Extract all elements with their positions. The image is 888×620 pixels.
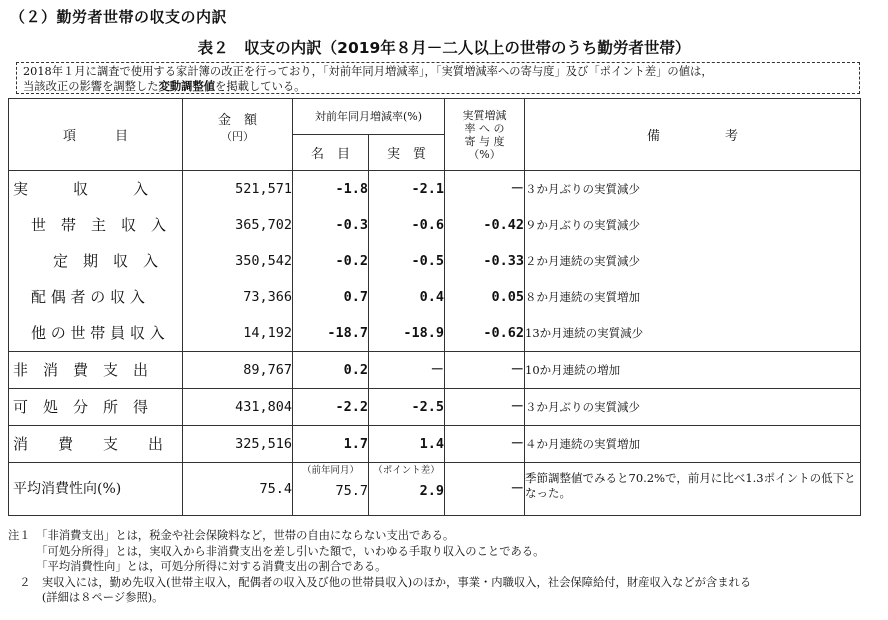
nominal-value: -1.8 [335, 181, 368, 197]
header-amount: 金 額 （円） [183, 99, 293, 171]
contribution-value: － [510, 481, 525, 497]
footnote-line: ２ 実収入には，勤め先収入(世帯主収入，配偶者の収入及び他の世帯員収入)のほか，事業・内職収入，社会保障給付，財産収入などが含まれる [8, 575, 752, 589]
contribution-value: － [510, 436, 525, 452]
nominal-value: -0.2 [335, 253, 368, 269]
point-diff-value: 2.9 [419, 483, 445, 499]
contribution-value: － [510, 362, 525, 378]
contribution-value: － [510, 399, 525, 415]
table-row [9, 352, 861, 389]
income-expenditure-table [8, 98, 861, 516]
table-row [9, 426, 861, 463]
real-value: － [430, 362, 445, 378]
nominal-value: -2.2 [335, 399, 368, 415]
row-label: 他 の 世 帯 員 収 入 [31, 324, 165, 342]
amount-value: 521,571 [235, 181, 292, 197]
remark-text: ３か月ぶりの実質減少 [525, 182, 641, 196]
table-row [9, 389, 861, 426]
row-label: 平均消費性向(%) [13, 481, 122, 497]
remark-text: ２か月連続の実質減少 [525, 254, 641, 268]
real-value: -0.6 [411, 217, 445, 233]
real-value: 1.4 [419, 436, 445, 452]
row-label: 配 偶 者 の 収 入 [31, 288, 145, 306]
contribution-value: － [510, 181, 525, 197]
amount-value: 325,516 [235, 436, 292, 452]
real-value: -0.5 [411, 253, 445, 269]
footnote-line: 注１ 「非消費支出」とは，税金や社会保険料など，世帯の自由にならない支出である。 [8, 529, 455, 542]
row-label: 実 収 入 [13, 180, 149, 198]
remark-text: ３か月ぶりの実質減少 [525, 400, 641, 414]
row-label: 非 消 費 支 出 [13, 361, 149, 379]
real-value: -2.5 [411, 399, 445, 415]
nominal-value: 0.7 [343, 289, 368, 305]
prev-year-value: 75.7 [335, 483, 368, 499]
note-line-2: 当該改正の影響を調整した変動調整値を掲載している。 [23, 79, 306, 93]
remark-text: 10か月連続の増加 [525, 363, 621, 377]
table-row-group-income [9, 171, 861, 352]
nominal-value: -0.3 [335, 217, 368, 233]
adjusted-value-term: 変動調整値 [158, 79, 216, 93]
real-value: -2.1 [411, 181, 445, 197]
contribution-value: -0.62 [483, 325, 525, 341]
contribution-value: -0.33 [483, 253, 525, 269]
footnote-line: 「平均消費性向」とは，可処分所得に対する消費支出の割合である。 [8, 560, 387, 574]
remark-text: 季節調整値でみると70.2%で，前月に比べ1.3ポイントの低下となった。 [525, 471, 856, 500]
note-line-1: 2018年１月に調査で使用する家計簿の改正を行っており，「対前年同月増減率」，「実質増減率への寄与度」及び「ポイント差」の値は， [23, 65, 713, 78]
amount-value: 73,366 [243, 289, 292, 305]
header-yoy: 対前年同月増減率(%) [293, 99, 445, 135]
adjustment-note [16, 62, 860, 94]
header-real: 実 質 [369, 135, 445, 171]
amount-value: 75.4 [259, 481, 292, 497]
real-value: -18.9 [403, 325, 445, 341]
header-contribution: 実質増減 率 へ の 寄 与 度 （%） [445, 99, 525, 171]
row-label: 定 期 収 入 [53, 252, 159, 270]
amount-value: 14,192 [243, 325, 292, 341]
section-title: （２）勤労者世帯の収支の内訳 [10, 8, 228, 26]
real-value: 0.4 [419, 289, 445, 305]
remark-text: ４か月連続の実質増加 [525, 437, 641, 451]
header-remarks: 備 考 [525, 99, 861, 171]
contribution-value: 0.05 [491, 289, 525, 305]
header-item: 項 目 [9, 99, 183, 171]
amount-value: 365,702 [235, 217, 292, 233]
header-nominal: 名 目 [293, 135, 369, 171]
table-title: 表２ 収支の内訳（2019年８月－二人以上の世帯のうち勤労者世帯） [197, 39, 691, 57]
contribution-value: -0.42 [483, 217, 525, 233]
footnote-line: 「可処分所得」とは，実収入から非消費支出を差し引いた額で，いわゆる手取り収入のことである。 [8, 544, 545, 558]
nominal-value: 1.7 [343, 436, 368, 452]
nominal-value: 0.2 [343, 362, 368, 378]
amount-value: 350,542 [235, 253, 292, 269]
table-row-propensity [9, 463, 861, 516]
prev-year-label: （前年同月） [301, 465, 359, 476]
footnotes [8, 528, 878, 606]
amount-value: 89,767 [243, 362, 292, 378]
remark-text: ８か月連続の実質増加 [525, 290, 641, 304]
row-label: 消 費 支 出 [13, 435, 164, 453]
amount-value: 431,804 [235, 399, 292, 415]
remark-text: ９か月ぶりの実質減少 [525, 218, 641, 232]
nominal-value: -18.7 [327, 325, 368, 341]
remark-text: 13か月連続の実質減少 [525, 326, 644, 340]
point-diff-label: （ポイント差） [373, 465, 440, 476]
footnote-line: (詳細は８ページ参照)。 [8, 591, 164, 605]
row-label: 世 帯 主 収 入 [31, 216, 167, 234]
row-label: 可 処 分 所 得 [13, 398, 149, 416]
